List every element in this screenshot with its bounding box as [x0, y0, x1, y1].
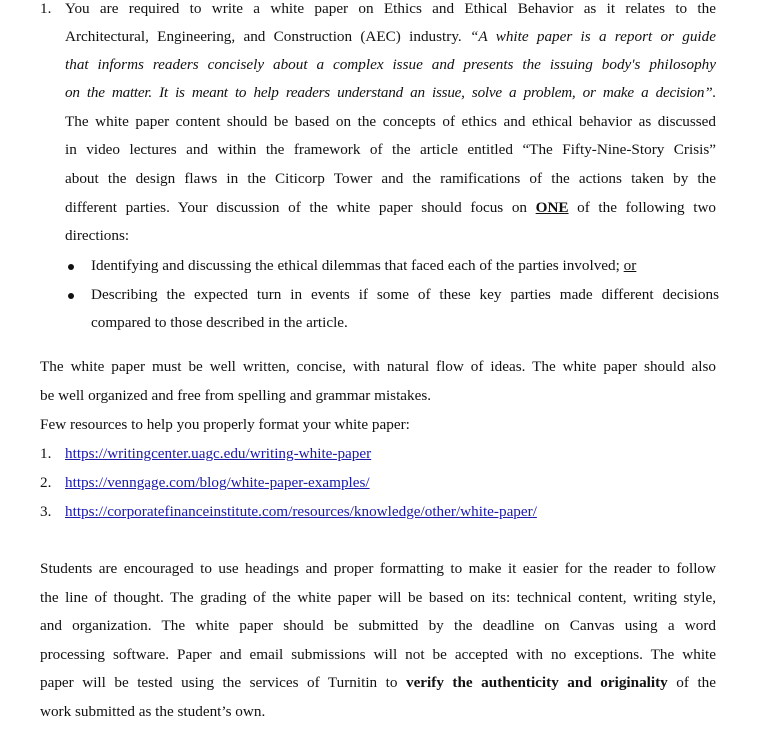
resource-number: 1. — [40, 445, 52, 462]
text-span: of the following two — [577, 199, 717, 216]
paragraph-line — [65, 27, 716, 47]
paragraph-line: The white paper must be well written, concise, with natural flow of ideas. The white paper should also — [40, 358, 716, 375]
paragraph-line — [40, 673, 716, 693]
paragraph-line — [65, 55, 716, 75]
paragraph-line: the line of thought. The grading of the white paper will be based on its: technical content, writing style, — [40, 589, 716, 606]
bullet-or: or — [623, 257, 637, 274]
paragraph-line: The white paper content should be based on the concepts of ethics and ethical behavior as discussed — [65, 113, 716, 130]
text-span: of the — [676, 674, 717, 691]
resource-number: 2. — [40, 474, 52, 491]
bullet-icon — [68, 264, 74, 270]
paragraph-line: and organization. The white paper should be submitted by the deadline on Canvas using a word — [40, 617, 716, 634]
paragraph-line: directions: — [65, 227, 130, 244]
text-span: different parties. Your discussion of the white paper should focus on — [65, 199, 528, 216]
text-span: Architectural, Engineering, and Construction (AEC) industry. — [65, 28, 462, 45]
resource-link-writingcenter[interactable]: https://writingcenter.uagc.edu/writing-white-paper — [65, 445, 372, 462]
resource-link-venngage[interactable]: https://venngage.com/blog/white-paper-examples/ — [65, 474, 370, 491]
text-span: paper will be tested using the services of Turnitin to — [40, 674, 398, 691]
quote-span: on the matter. It is meant to help readers understand an issue, solve a problem, or make a decision”. — [65, 84, 716, 101]
paragraph-line — [65, 83, 716, 103]
paragraph-line: Few resources to help you properly format your white paper: — [40, 416, 410, 433]
emphasis-one: ONE — [535, 199, 569, 216]
paragraph-line: You are required to write a white paper on Ethics and Ethical Behavior as it relates to the — [65, 0, 716, 17]
resource-number: 3. — [40, 503, 52, 520]
bullet-item-continued: compared to those described in the article. — [91, 314, 348, 331]
bold-emphasis: verify the authenticity and originality — [405, 674, 668, 691]
item-number: 1. — [40, 0, 52, 17]
resource-link-cfi[interactable]: https://corporatefinanceinstitute.com/resources/knowledge/other/white-paper/ — [65, 503, 537, 520]
bullet-text: Identifying and discussing the ethical dilemmas that faced each of the parties involved; — [91, 257, 620, 274]
paragraph-line: work submitted as the student’s own. — [40, 703, 266, 720]
bullet-item — [91, 256, 636, 276]
paragraph-line: Students are encouraged to use headings and proper formatting to make it easier for the reader to follow — [40, 560, 716, 577]
quote-span: that informs readers concisely about a complex issue and presents the issuing body's philosophy — [65, 56, 716, 73]
paragraph-line: in video lectures and within the framework of the article entitled “The Fifty-Nine-Story Crisis” — [65, 141, 716, 158]
bullet-icon — [68, 293, 74, 299]
quote-span: “A white paper is a report or guide — [469, 28, 716, 45]
paragraph-line: be well organized and free from spelling and grammar mistakes. — [40, 387, 432, 404]
paragraph-line — [65, 198, 716, 218]
bullet-item: Describing the expected turn in events if some of these key parties made different decisions — [91, 286, 719, 303]
paragraph-line: about the design flaws in the Citicorp Tower and the ramifications of the actions taken by the — [65, 170, 716, 187]
paragraph-line: processing software. Paper and email submissions will not be accepted with no exceptions. The white — [40, 646, 716, 663]
